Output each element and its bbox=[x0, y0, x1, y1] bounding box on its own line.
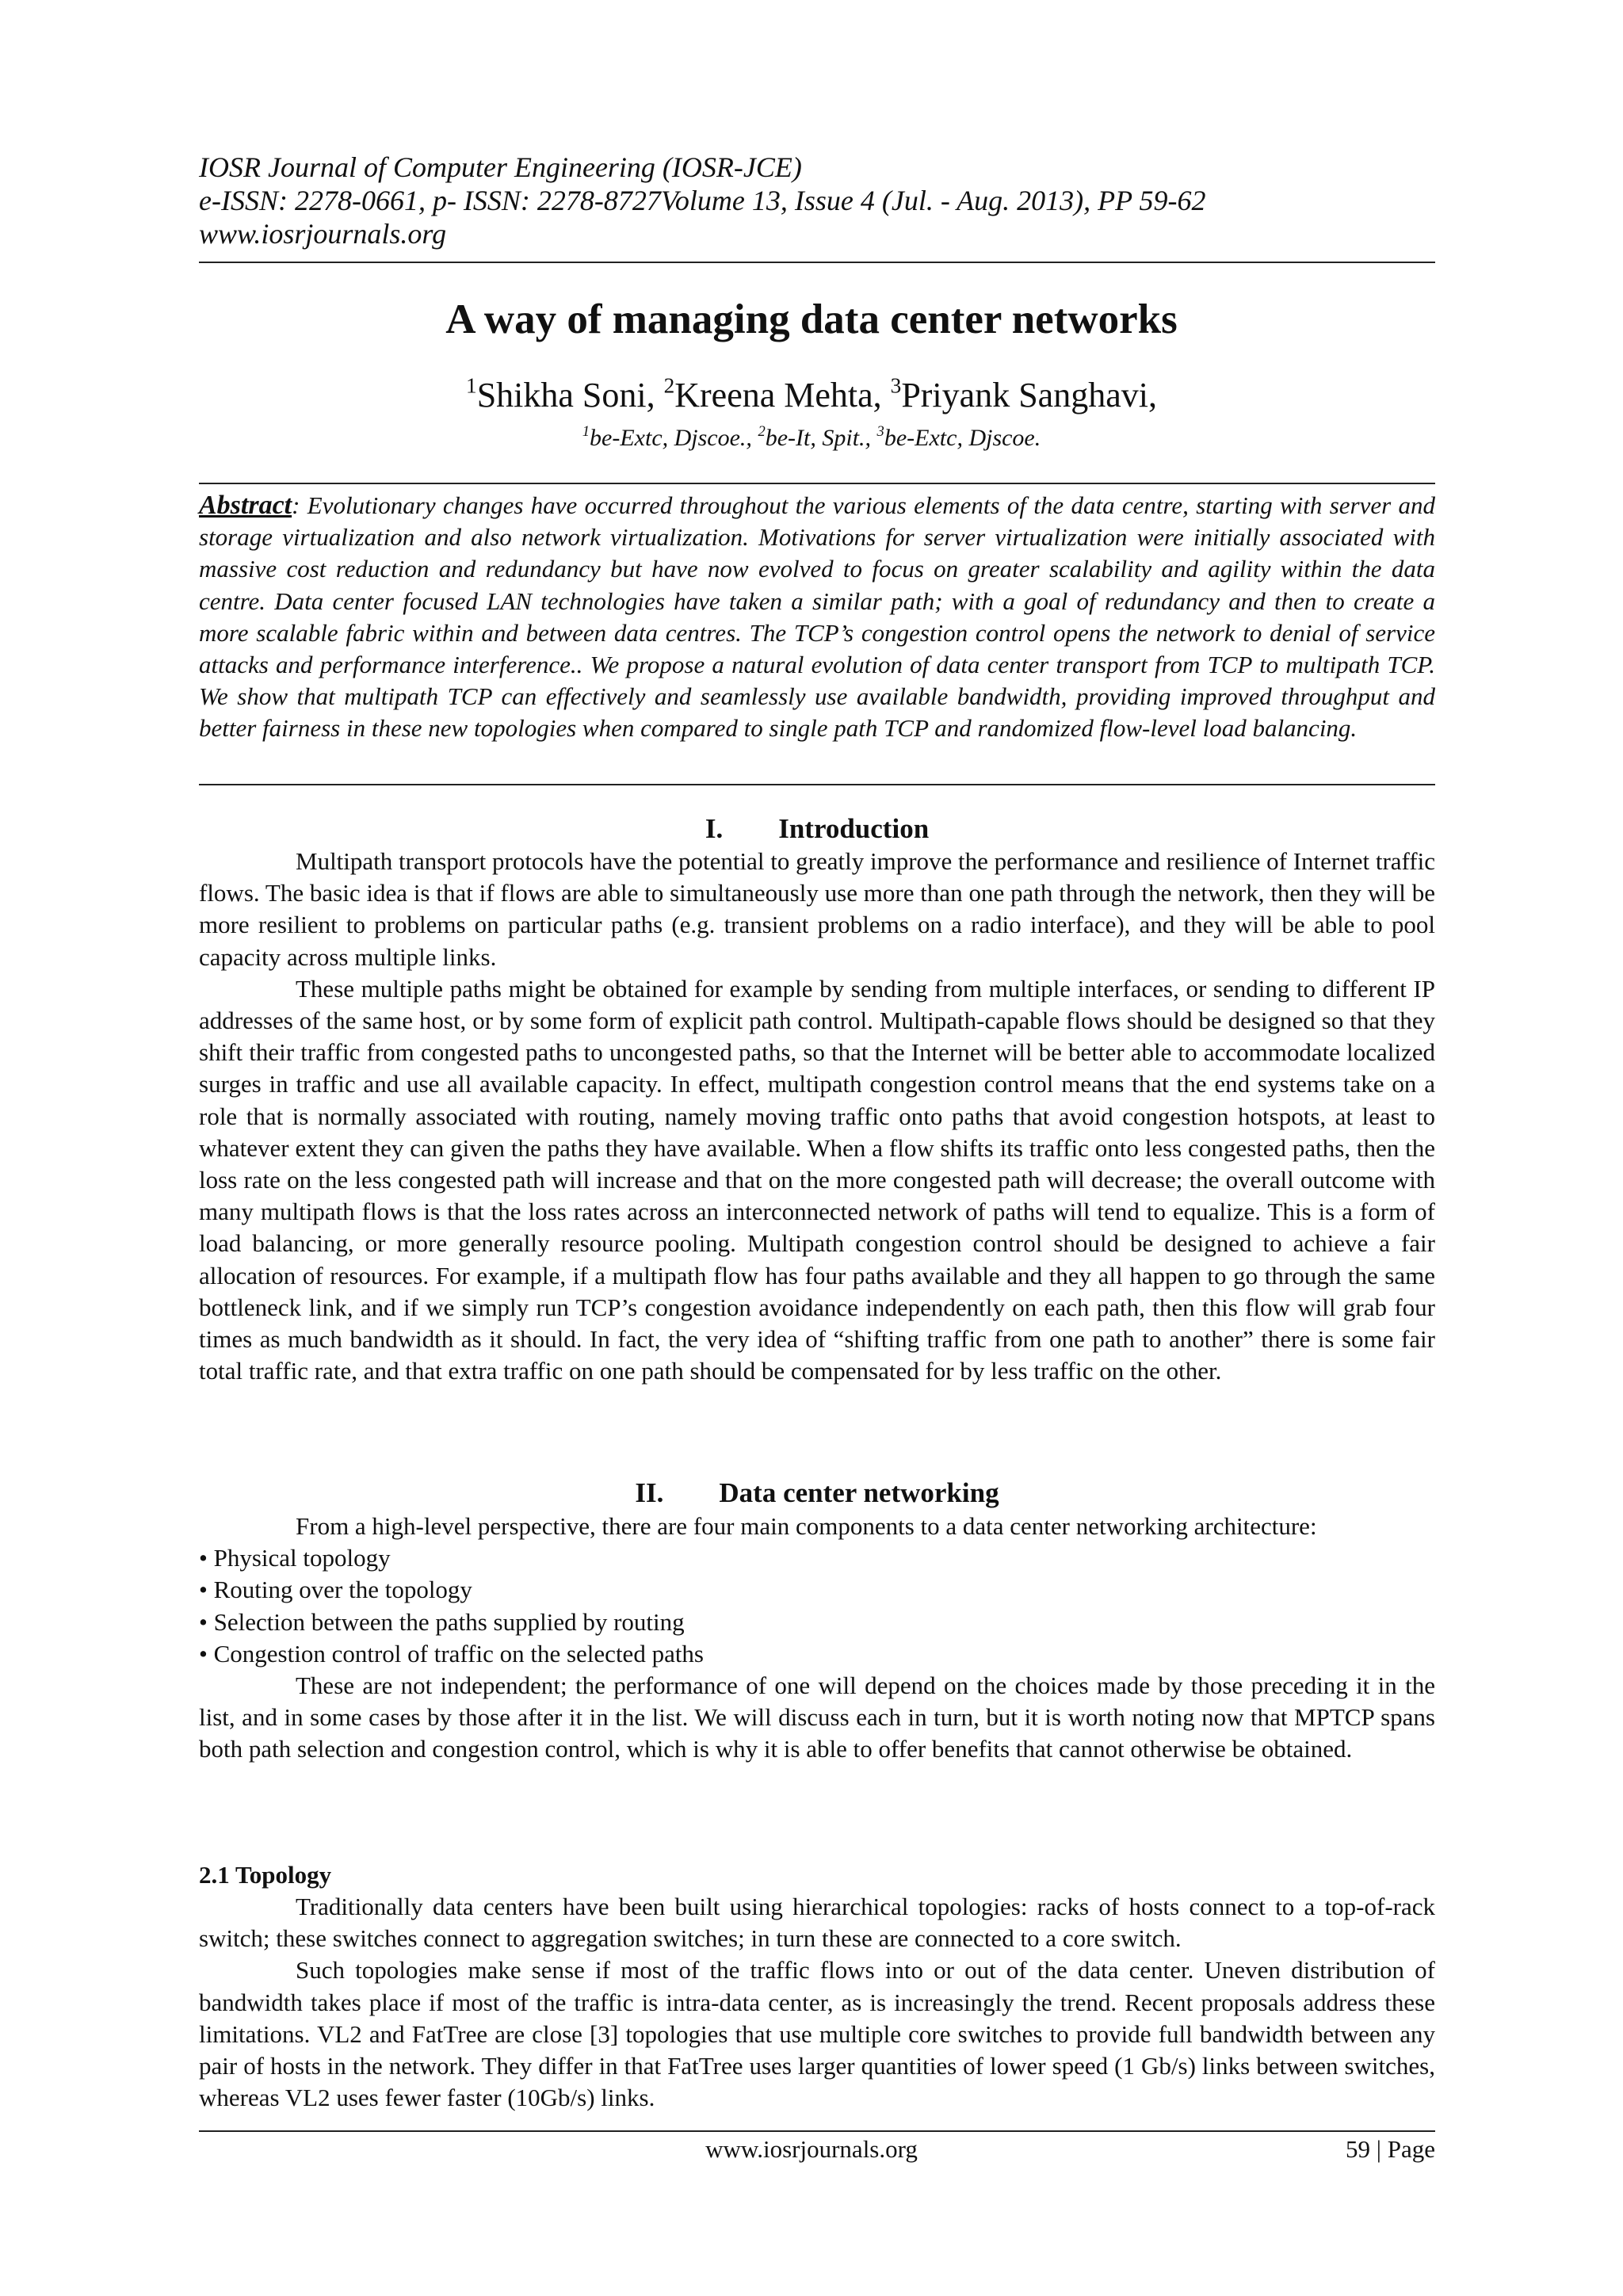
paragraph: Traditionally data centers have been built using hierarchical topologies: racks of hosts connect to a top-of-rack switch; these switches connect to aggregation switches; in turn these are connected to a core switch. bbox=[199, 1893, 1435, 1953]
paper-title: A way of managing data center networks bbox=[445, 296, 1178, 342]
component-list bbox=[199, 1542, 1435, 1670]
abstract-block bbox=[199, 490, 1435, 745]
section-heading-data-center-networking bbox=[199, 1477, 1435, 1509]
abstract-label: Abstract bbox=[199, 491, 292, 520]
affiliation: be-It, Spit., bbox=[765, 425, 872, 451]
author-sup: 2 bbox=[663, 373, 675, 398]
page-number: 59 | Page bbox=[1346, 2135, 1435, 2163]
author-name: Shikha Soni, bbox=[476, 376, 655, 415]
journal-header bbox=[199, 151, 1435, 250]
topology-body bbox=[199, 1891, 1435, 2114]
author-name: Priyank Sanghavi, bbox=[901, 376, 1157, 415]
paragraph: From a high-level perspective, there are four main components to a data center networking architecture: bbox=[296, 1512, 1317, 1540]
affiliation: be-Extc, Djscoe. bbox=[884, 425, 1041, 451]
author-sup: 1 bbox=[466, 373, 477, 398]
section-title: Introduction bbox=[778, 813, 930, 844]
section-number: II. bbox=[635, 1477, 664, 1508]
introduction-body bbox=[199, 846, 1435, 1387]
paragraph: Multipath transport protocols have the potential to greatly improve the performance and resilience of Internet traffic flows. The basic idea is that if flows are able to simultaneously use more than one path through the network, then they will be more resilient to problems on particular paths (e.g. transient problems on a radio interface), and they will be able to pool capacity across multiple links. bbox=[199, 847, 1435, 971]
affiliation-sup: 1 bbox=[582, 422, 590, 440]
affiliation-list bbox=[0, 424, 1623, 453]
affiliation-sup: 2 bbox=[758, 422, 766, 440]
header-divider bbox=[199, 262, 1435, 263]
section-number: I. bbox=[705, 813, 724, 844]
author-name: Kreena Mehta, bbox=[674, 376, 882, 415]
footer-url: www.iosrjournals.org bbox=[705, 2135, 918, 2163]
list-item: • Routing over the topology bbox=[199, 1576, 472, 1604]
affiliation-sup: 3 bbox=[876, 422, 884, 440]
journal-website: www.iosrjournals.org bbox=[199, 218, 447, 250]
author-sup: 3 bbox=[890, 373, 902, 398]
data-center-networking-body bbox=[199, 1511, 1435, 1766]
author-list bbox=[0, 374, 1623, 417]
abstract-text: : Evolutionary changes have occurred throughout the various elements of the data centre, starting with server and storage virtualization and also network virtualization. Motivations for server virtualization were initially associated with massive cost reduction and redundancy but have now evolved to focus on greater scalability and agility within the data centre. Data center focused LAN technologies have taken a similar path; with a goal of redundancy and then to create a more scalable fabric within and between data centres. The TCP’s congestion control opens the network to denial of service attacks and performance interference.. We propose a natural evolution of data center transport from TCP to multipath TCP. We show that multipath TCP can effectively and seamlessly use available bandwidth, providing improved throughput and better fairness in these new topologies when compared to single path TCP and randomized flow-level load balancing. bbox=[199, 491, 1435, 743]
section-heading-introduction bbox=[199, 813, 1435, 845]
paragraph: These are not independent; the performance of one will depend on the choices made by those preceding it in the list, and in some cases by those after it in the list. We will discuss each in turn, but it is worth noting now that MPTCP spans both path selection and congestion control, which is why it is able to offer benefits that cannot otherwise be obtained. bbox=[199, 1671, 1435, 1763]
paragraph: These multiple paths might be obtained for example by sending from multiple interfaces, or sending to different IP addresses of the same host, or by some form of explicit path control. Multipath-capable flows should be designed so that they shift their traffic from congested paths to uncongested paths, so that the Internet will be better able to accommodate localized surges in traffic and use all available capacity. In effect, multipath congestion control means that the end systems take on a role that is normally associated with routing, namely moving traffic onto paths that avoid congestion hotspots, at least to whatever extent they can given the paths they have available. When a flow shifts its traffic onto less congested paths, then the loss rate on the less congested path will increase and that on the more congested path will decrease; the overall outcome with many multipath flows is that the loss rates across an interconnected network of paths will tend to equalize. This is a form of load balancing, or more generally resource pooling. Multipath congestion control should be designed to achieve a fair allocation of resources. For example, if a multipath flow has four paths available and they all happen to go through the same bottleneck link, and if we simply run TCP’s congestion avoidance independently on each path, then this flow will grab four times as much bandwidth as it should. In fact, the very idea of “shifting traffic from one path to another” there is some fair total traffic rate, and that extra traffic on one path should be compensated for by less traffic on the other. bbox=[199, 974, 1435, 1385]
list-item: • Physical topology bbox=[199, 1544, 391, 1572]
abstract-bottom-rule bbox=[199, 784, 1435, 785]
section-title: Data center networking bbox=[719, 1477, 999, 1508]
journal-name: IOSR Journal of Computer Engineering (IOSR-JCE) bbox=[199, 151, 802, 183]
abstract-top-rule bbox=[199, 483, 1435, 484]
paragraph: Such topologies make sense if most of the traffic flows into or out of the data center. Uneven distribution of bandwidth takes place if most of the traffic is intra-data center, as is increasingly the trend. Recent proposals address these limitations. VL2 and FatTree are close [3] topologies that use multiple core switches to provide full bandwidth between any pair of hosts in the network. They differ in that FatTree uses larger quantities of lower speed (1 Gb/s) links between switches, whereas VL2 uses fewer faster (10Gb/s) links. bbox=[199, 1956, 1435, 2112]
list-item: • Selection between the paths supplied by routing bbox=[199, 1607, 685, 1636]
footer-divider bbox=[199, 2130, 1435, 2132]
issn-line: e-ISSN: 2278-0661, p- ISSN: 2278-8727Volume 13, Issue 4 (Jul. - Aug. 2013), PP 59-62 bbox=[199, 185, 1206, 216]
subsection-heading-topology: 2.1 Topology bbox=[199, 1861, 332, 1889]
affiliation: be-Extc, Djscoe., bbox=[590, 425, 752, 451]
list-item: • Congestion control of traffic on the selected paths bbox=[199, 1639, 704, 1668]
